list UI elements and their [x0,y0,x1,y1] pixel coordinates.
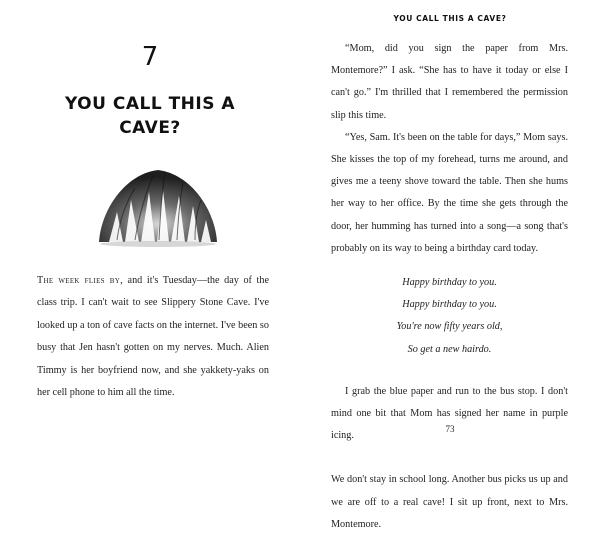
poem-line: Happy birthday to you. [402,277,497,289]
chapter-title-line-1: YOU CALL THIS A [64,94,236,114]
cave-illustration [95,160,221,250]
poem-line: Happy birthday to you. [402,299,497,311]
left-page [0,0,300,450]
chapter-title [40,92,260,140]
chapter-title-line-2: CAVE? [119,118,181,138]
poem-line: You're now fifty years old, [396,321,503,333]
poem-line: So get a new hairdo. [407,343,492,355]
paragraph-lead-in: The week flies by, [37,275,123,286]
paragraph: We don't stay in school long. Another bus picks us up and we are off to a real cave! I sit up front, next to Mrs. Montemore. [331,474,568,530]
chapter-opening-paragraph [37,270,269,404]
paragraph: I grab the blue paper and run to the bus stop. I don't mind one bit that Mom has signed her name in purple icing. [331,385,568,442]
right-page-text [331,38,568,536]
paragraph: “Yes, Sam. It's been on the table for days,” Mom says. She kisses the top of my forehead, turns me around, and gives me a teeny shove toward the table. Then she hums her way to her office. By the time she gets through the door, her humming has turned into a song—a song that's probably on its way to being a birthday card today. [331,131,568,254]
page-number: 73 [445,424,455,434]
running-head: YOU CALL THIS A CAVE? [393,14,507,23]
chapter-number: 7 [141,42,159,72]
paragraph-body: and it's Tuesday—the day of the class trip. I can't wait to see Slippery Stone Cave. I've looked up a ton of cave facts on the internet. I've been so busy that Jen hasn't gotten on my nerves. Much. Alien Timmy is her boyfriend now, and she yakkety-yaks on her cell phone to him all the time. [37,275,269,399]
birthday-poem [331,272,568,361]
right-page [300,0,600,530]
paragraph: “Mom, did you sign the paper from Mrs. Montemore?” I ask. “She has to have it today or else I can't go.” I'm thrilled that I remembered the permission slip this time. [331,43,568,121]
